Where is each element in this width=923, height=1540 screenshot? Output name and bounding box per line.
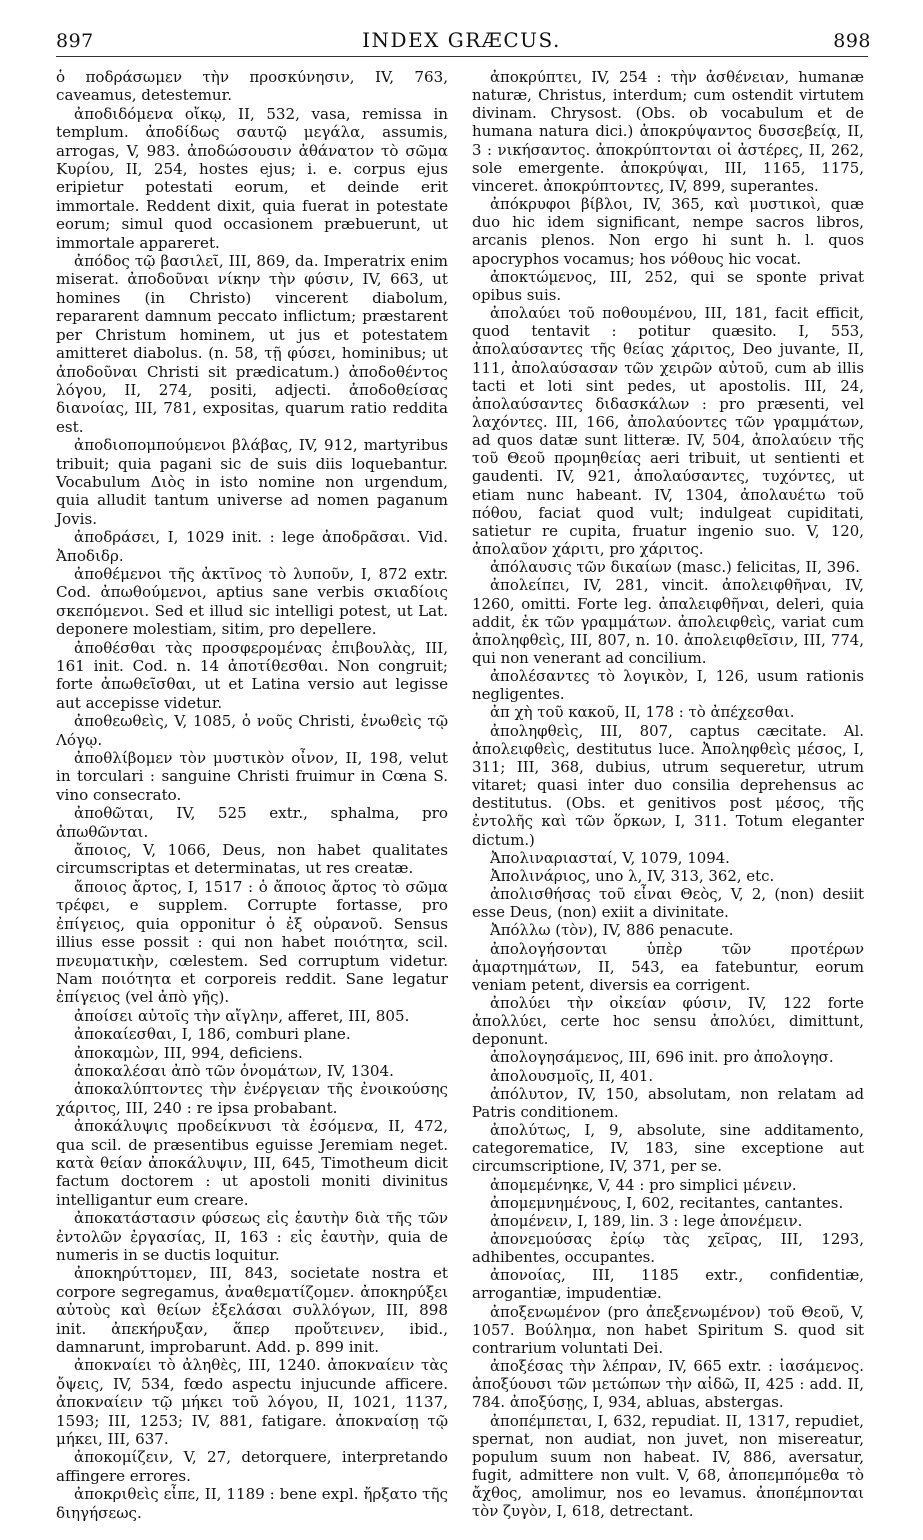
index-entry: ἀπόλυτον, IV, 150, absolutam, non relatam ad Patris conditionem.: [472, 1084, 864, 1121]
index-entry: ἀποκηρύττομεν, III, 843, societate nostra et corpore segregamus, ἀναθεματίζομεν. ἀποκηρύξει αὐτοὺς καὶ θείων ἐξελάσαι συλλόγων, III, 898 init. ἀπεκήρυξαν, ἅπερ προὔτεινεν, ibid., damnarunt, improbarunt. Add. p. 899 init.: [56, 1264, 448, 1357]
index-entry: Ἀπόλλω (τὸν), IV, 886 penacute.: [490, 921, 734, 940]
right-column: [472, 68, 864, 1521]
index-entry: ἀποξενωμένον (pro ἀπεξενωμένον) τοῦ Θεοῦ, V, 1057. Βούλημα, non habet Spiritum S. quod sit contrarium voluntati Dei.: [472, 1302, 864, 1357]
index-entry: ἀποκαίεσθαι, I, 186, comburi plane.: [74, 1025, 351, 1044]
index-entry: ἀπονεμούσας ἐρίῳ τὰς χεῖρας, III, 1293, adhibentes, occupantes.: [472, 1230, 864, 1267]
index-entry: ἀποθέμενοι τῆς ἀκτῖνος τὸ λυποῦν, I, 872 extr. Cod. ἀπωθούμενοι, aptius sane verbis σκιαδίοις σκεπόμενοι. Sed et illud sic intelligi potest, ut Lat. deponere molestiam, sitim, pro depellere.: [56, 564, 448, 639]
left-column: [56, 68, 448, 1522]
index-entry: ἀπολουσμοῖς, II, 401.: [490, 1066, 654, 1085]
index-entry: ἀποκομίζειν, V, 27, detorquere, interpretando affingere errores.: [56, 1448, 448, 1485]
index-entry: ἀποξέσας τὴν λέπραν, IV, 665 extr. : ἰασάμενος. ἀποξύουσι τῶν μετώπων τὴν αἰδῶ, II, 425 : add. II, 784. ἀποξύσῃς, I, 934, abluas, abstergas.: [472, 1357, 864, 1412]
index-entry: ἀπομένειν, I, 189, lin. 3 : lege ἀπονέμειν.: [490, 1211, 803, 1230]
index-entry: ὁ ποδράσωμεν τὴν προσκύνησιν, IV, 763, caveamus, detestemur.: [56, 68, 448, 105]
index-entry: ἀπόκρυφοι βίβλοι, IV, 365, καὶ μυστικοὶ, quæ duo hic idem significant, nempe sacros libros, arcanis plenos. Non ergo hi sunt h. l. quos apocryphos vocamus; hos νόθους hic vocat.: [472, 195, 864, 268]
index-entry: ἀποδιδόμενα οἴκῳ, II, 532, vasa, remissa in templum. ἀποδίδως σαυτῷ μεγάλα, assumis, arrogas, V, 983. ἀποδώσουσιν ἀθάνατον τὸ σῶμα Κυρίου, II, 254, hostes ejus; i. e. corpus ejus eripietur potestati eorum, et deinde erit immortale. Reddent dixit, quia fuerat in potestate eorum; simul quod occasionem præbuerunt, ut immortale appareret.: [56, 104, 448, 252]
index-entry: ἀπόλαυσις τῶν δικαίων (masc.) felicitas, II, 396.: [490, 558, 860, 577]
index-entry: ἀπολείπει, IV, 281, vincit. ἀπολειφθῆναι, IV, 1260, omitti. Forte leg. ἀπαλειφθῆναι, deleri, quia addit, ἐκ τῶν γραμμάτων. ἀπολειφθεὶς, variat cum ἀποληφθεὶς, III, 807, n. 10. ἀπολειφθεῖσιν, III, 774, qui non venerant ad concilium.: [472, 576, 864, 667]
index-entry: ἀποθῶται, IV, 525 extr., sphalma, pro ἀπωθῶνται.: [56, 804, 448, 841]
index-entry: ἀπολύει τὴν οἰκείαν φύσιν, IV, 122 forte ἀπολλύει, certe hoc sensu ἀπολύει, dimittunt, deponunt.: [472, 993, 864, 1049]
index-entry: ἀπολισθήσας τοῦ εἶναι Θεὸς, V, 2, (non) desiit esse Deus, (non) exiit a divinitate.: [472, 885, 864, 922]
index-entry: ἀποκατάστασιν φύσεως εἰς ἑαυτὴν διὰ τῆς τῶν ἐντολῶν ἐργασίας, II, 163 : εἰς ἑαυτὴν, quia de numeris in se ductis loquitur.: [56, 1209, 448, 1264]
index-entry: ἀποπέμπεται, I, 632, repudiat. II, 1317, repudiet, spernat, non audiat, non juvet, non misereatur, populum suum non habeat. IV, 886, aversatur, fugit, admittere non vult. V, 68, ἀποπεμπόμεθα τὸ ἄχθος, amolimur, nos eo levamus. ἀποπέμπονται τὸν ζυγὸν, I, 618, detrectant.: [472, 1411, 864, 1521]
index-entry: Ἀπολινάριος, uno λ, IV, 313, 362, etc.: [490, 866, 775, 885]
index-entry: ἀποκαλύπτοντες τὴν ἐνέργειαν τῆς ἐνοικούσης χάριτος, III, 240 : re ipsa probabant.: [56, 1080, 448, 1117]
index-entry: ἀποδιοπομπούμενοι βλάβας, IV, 912, martyribus tribuit; quia pagani sic de suis diis loquebantur. Vocabulum Διὸς in isto nomine non urgendum, quia alludit tantum universe ad nomen paganum Jovis.: [56, 436, 448, 528]
index-entry: ἀποληφθεὶς, III, 807, captus cæcitate. Al. ἀπολειφθεὶς, destitutus luce. Ἀποληφθεὶς μέσος, I, 311; III, 368, dubius, utrum sequeretur, utrum vitaret; quasi inter duo consilia deprehensus ac destitutus. (Obs. et genitivos post μέσος, τῆς ἐντολῆς καὶ τῶν ὅρκων, I, 311. Totum eleganter dictum.): [472, 721, 864, 849]
index-entry: ἀποκτώμενος, III, 252, qui se sponte privat opibus suis.: [472, 267, 864, 304]
header-rule: [56, 56, 868, 57]
index-entry: ἀποδράσει, I, 1029 init. : lege ἀποδρᾶσαι. Vid. Ἀποδιδρ.: [56, 528, 448, 565]
index-entry: ἀπολαύει τοῦ ποθουμένου, III, 181, facit efficit, quod tentavit : potitur quæsito. I, 553, ἀπολαύσαντες τῆς θείας χάριτος, Deo juvante, II, 111, ἀπολαύσασαν τῶν χειρῶν αὐτοῦ, cum ab illis tacti et loti sint pedes, ut apostolis. III, 24, ἀπολαύσαντες διδασκάλων : pro præsenti, vel λαχόντες. III, 166, ἀπολαύοντες τῶν γραμμάτων, ad quos datæ sunt litteræ. IV, 504, ἀπολαύειν τῆς τοῦ Θεοῦ προμηθείας aeri tribuit, ut sentienti et gaudenti. IV, 921, ἀπολαύσαντες, τυχόντες, ut etiam nunc habeant. IV, 1304, ἀπολαυέτω τοῦ πόθου, faciat quod vult; indulgeat cupiditati, satietur re cupita, fruatur ingenio suo. V, 120, ἀπολαῦον χάριτι, pro χάριτος.: [472, 304, 864, 559]
index-entry: ἀποθλίβομεν τὸν μυστικὸν οἶνον, II, 198, velut in torculari : sanguine Christi fruimur in Cœna S. vino consecrato.: [56, 749, 448, 804]
index-entry: ἀποθεωθεὶς, V, 1085, ὁ νοῦς Christi, ἑνωθεὶς τῷ Λόγῳ.: [56, 712, 448, 749]
index-entry: ἀπολέσαντες τὸ λογικὸν, I, 126, usum rationis negligentes.: [472, 667, 864, 704]
index-entry: ἀποκρύπτει, IV, 254 : τὴν ἀσθένειαν, humanæ naturæ, Christus, interdum; cum ostendit virtutem divinam. Chrysost. (Obs. ob vocabulum et de humana natura dici.) ἀποκρύψαντος δυσσεβείᾳ, II, 3 : νικήσαντος. ἀποκρύπτονται οἱ ἀστέρες, II, 262, sole emergente. ἀποκρύψαι, III, 1165, 1175, vinceret. ἀποκρύπτοντες, IV, 899, superantes.: [472, 68, 864, 195]
index-entry: ἀποθέσθαι τὰς προσφερομένας ἐπιβουλὰς, III, 161 init. Cod. n. 14 ἀποτίθεσθαι. Non congruit; forte ἀπωθεῖσθαι, ut et Latina versio aut legisse aut accepisse videtur.: [56, 638, 448, 712]
index-entry: Ἀπολιναριασταί, V, 1079, 1094.: [490, 848, 730, 867]
index-entry: ἀποκριθεὶς εἶπε, II, 1189 : bene expl. ἤρξατο τῆς διηγήσεως.: [56, 1485, 448, 1522]
index-entry: ἄποιος, V, 1066, Deus, non habet qualitates circumscriptas et determinatas, ut res creatæ.: [56, 841, 448, 878]
index-entry: ἀπόδος τῷ βασιλεῖ, III, 869, da. Imperatrix enim miserat. ἀποδοῦναι νίκην τὴν φύσιν, IV, 663, ut homines (in Christo) vincerent diabolum, repararent damnum peccato inflictum; præstarent per Christum hominem, ut jus et potestatem amitteret diabolus. (n. 58, τῇ φύσει, hominibus; ut ἀποδοῦναι Christi sit prædicatum.) ἀποδοθέντος λόγου, II, 274, positi, adjecti. ἀποδοθείσας διανοίας, III, 781, expositas, quarum ratio reddita est.: [56, 252, 448, 436]
index-entry: ἀποκαλέσαι ἀπὸ τῶν ὀνομάτων, IV, 1304.: [74, 1061, 394, 1080]
index-entry: ἀποκαμὼν, III, 994, deficiens.: [74, 1043, 303, 1062]
left-page-number: 897: [56, 30, 94, 52]
index-entry: ἀπολογήσονται ὑπὲρ τῶν προτέρων ἁμαρτημάτων, II, 543, ea fatebuntur, eorum veniam petent, diversis ea corrigent.: [472, 939, 864, 994]
running-title: INDEX GRÆCUS.: [362, 28, 561, 52]
index-entry: ἀποκάλυψις προδείκνυσι τὰ ἐσόμενα, II, 472, qua scil. de præsentibus eguisse Jeremiam neget. κατὰ θείαν ἀποκάλυψιν, III, 645, Timotheum dicit factum doctorem : ut apostoli moniti divinitus intelligantur eum creare.: [56, 1117, 448, 1209]
index-entry: ἀπ χὴ τοῦ κακοῦ, II, 178 : τὸ ἀπέχεσθαι.: [490, 703, 795, 722]
page-header: [0, 0, 923, 58]
index-entry: ἀπομεμνημένους, I, 602, recitantes, cantantes.: [490, 1193, 844, 1212]
index-entry: ἀπονοίας, III, 1185 extr., confidentiæ, arrogantiæ, impudentiæ.: [472, 1266, 864, 1303]
index-entry: ἀπολογησάμενος, III, 696 init. pro ἀπολογησ.: [490, 1048, 834, 1067]
index-entry: ἀπολύτως, I, 9, absolute, sine additamento, categorematice, IV, 183, sine exceptione aut circumscriptione, IV, 371, per se.: [472, 1121, 864, 1176]
index-entry: ἄποιος ἄρτος, I, 1517 : ὁ ἄποιος ἄρτος τὸ σῶμα τρέφει, e supplem. Corrupte fortasse, pro ἐπίγειος, quia opponitur ὁ ἐξ οὐρανοῦ. Sensus illius esse possit : qui non habet ποιότητα, scil. πνευματικὴν, cœlestem. Sed corruptum videtur. Nam ποιότητα et corporeis reddit. Sane legatur ἐπίγειος (vel ἀπὸ γῆς).: [56, 877, 448, 1007]
index-entry: ἀποίσει αὐτοῖς τὴν αἴγλην, afferet, III, 805.: [74, 1006, 410, 1025]
index-entry: ἀπομεμένηκε, V, 44 : pro simplici μένειν.: [490, 1175, 797, 1194]
right-page-number: 898: [833, 30, 871, 52]
index-entry: ἀποκναίει τὸ ἀληθὲς, III, 1240. ἀποκναίειν τὰς ὄψεις, IV, 534, fœdo aspectu injucunde afficere. ἀποκναίειν τῷ μήκει τοῦ λόγου, II, 1021, 1137, 1593; III, 1253; IV, 881, fatigare. ἀποκναίσῃ τῷ μήκει, III, 637.: [56, 1356, 448, 1449]
